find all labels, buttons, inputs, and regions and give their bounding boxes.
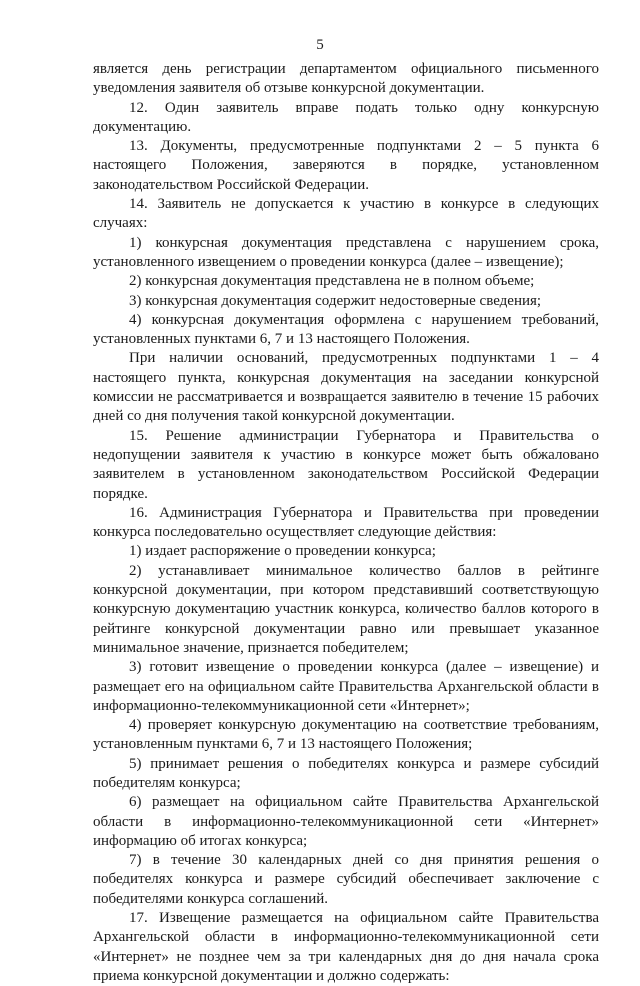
paragraph: 1) издает распоряжение о проведении конкурса;	[129, 543, 436, 560]
paragraph: 17. Извещение размещается на официальном сайте Правительства Архангельской области в информационно-телекоммуникационной сети «Интернет» не позднее чем за три календарных дня до дня начала срока приема конкурсной документации и должно содержать:	[93, 910, 599, 984]
paragraph: 7) в течение 30 календарных дней со дня принятия решения о победителях конкурса и размере субсидий обеспечивает заключение с победителями конкурса соглашений.	[93, 852, 599, 907]
paragraph: 13. Документы, предусмотренные подпунктами 2 – 5 пункта 6 настоящего Положения, заверяются в порядке, установленном законодательством Российской Федерации.	[93, 138, 599, 193]
paragraph: 3) готовит извещение о проведении конкурса (далее – извещение) и размещает его на официальном сайте Правительства Архангельской области в информационно-телекоммуникационной сети «Интернет»;	[93, 659, 599, 714]
paragraph: При наличии оснований, предусмотренных подпунктами 1 – 4 настоящего пункта, конкурсная документация на заседании конкурсной комиссии не рассматривается и возвращается заявителю в течение 15 рабочих дней со дня получения такой конкурсной документации.	[93, 350, 599, 425]
page-number: 5	[316, 37, 324, 53]
paragraph: 15. Решение администрации Губернатора и Правительства о недопущении заявителя к участию в конкурсе может быть обжаловано заявителем в установленном законодательством Российской Федерации порядке.	[93, 427, 599, 502]
paragraph: 2) устанавливает минимальное количество баллов в рейтинге конкурсной документации, при котором представивший соответствующую конкурсную документацию участник конкурса, количество баллов которого в рейтинге конкурсной документации равно или превышает указанное минимальное значение, признается победителем;	[93, 562, 599, 656]
paragraph: 4) конкурсная документация оформлена с нарушением требований, установленных пунктами 6, 7 и 13 настоящего Положения.	[93, 311, 599, 348]
document-body	[93, 60, 599, 986]
paragraph: 14. Заявитель не допускается к участию в конкурсе в следующих случаях:	[93, 196, 599, 232]
paragraph: 2) конкурсная документация представлена не в полном объеме;	[129, 273, 535, 290]
paragraph: 6) размещает на официальном сайте Правительства Архангельской области в информационно-телекоммуникационной сети «Интернет» информацию об итогах конкурса;	[93, 794, 599, 849]
paragraph: 1) конкурсная документация представлена с нарушением срока, установленного извещением о проведении конкурса (далее – извещение);	[93, 234, 599, 270]
paragraph: 3) конкурсная документация содержит недостоверные сведения;	[129, 292, 542, 309]
paragraph: 12. Один заявитель вправе подать только одну конкурсную документацию.	[93, 99, 599, 135]
paragraph: 16. Администрация Губернатора и Правительства при проведении конкурса последовательно осуществляет следующие действия:	[93, 504, 599, 541]
paragraph: 4) проверяет конкурсную документацию на соответствие требованиям, установленным пунктами 6, 7 и 13 настоящего Положения;	[93, 717, 599, 753]
paragraph: 5) принимает решения о победителях конкурса и размере субсидий победителям конкурса;	[93, 755, 599, 791]
paragraph: является день регистрации департаментом официального письменного уведомления заявителя об отзыве конкурсной документации.	[93, 61, 599, 97]
